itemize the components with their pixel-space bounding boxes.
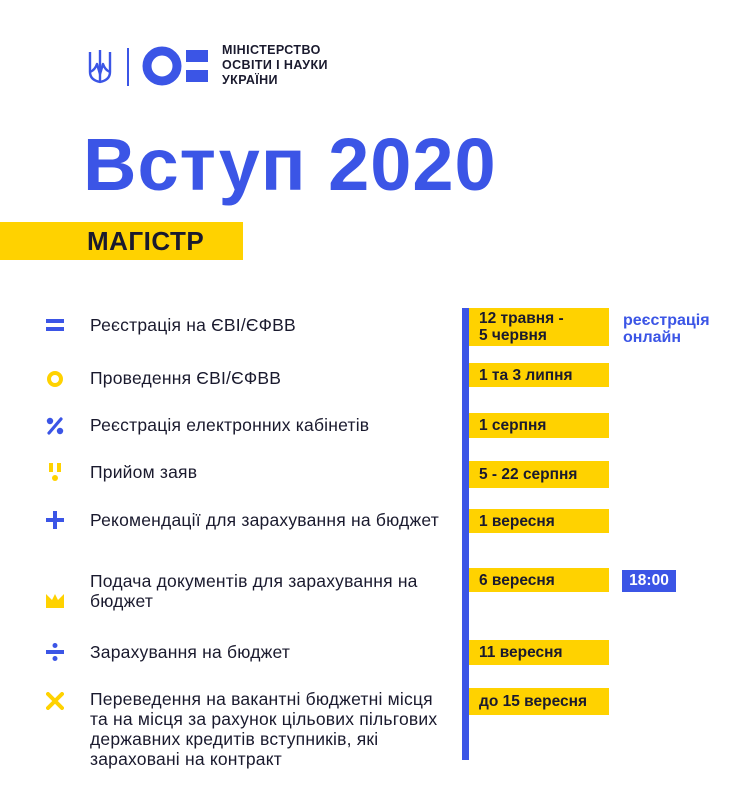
timeline-date: 1 серпня <box>469 413 609 438</box>
timeline-label: Зарахування на бюджет <box>90 642 291 662</box>
registration-note: реєстрація онлайн <box>623 312 710 346</box>
divide-icon <box>46 643 64 661</box>
percent-icon <box>46 417 64 435</box>
ministry-name <box>222 43 342 88</box>
degree-badge: МАГІСТР <box>87 226 205 256</box>
timeline-label: Рекомендації для зарахування на бюджет <box>90 510 439 530</box>
ring-icon <box>46 370 64 388</box>
equals-icon <box>46 316 64 334</box>
ministry-line: МІНІСТЕРСТВО <box>222 43 321 57</box>
timeline-date: до 15 вересня <box>469 688 609 715</box>
timeline-date: 1 вересня <box>469 509 609 533</box>
timeline-line <box>462 308 469 760</box>
timeline-label: Подача документів для зарахування на бюджет <box>90 571 418 611</box>
crown-icon <box>46 592 64 610</box>
timeline-date: 12 травня - 5 червня <box>469 308 609 346</box>
timeline-date: 5 - 22 серпня <box>469 461 609 488</box>
logo-divider <box>127 48 129 86</box>
mon-logo-icon <box>142 45 212 87</box>
page-title: Вступ 2020 <box>83 123 497 206</box>
timeline-label: Прийом заяв <box>90 462 198 482</box>
ministry-line: УКРАЇНИ <box>222 73 278 87</box>
timeline-label: Проведення ЄВІ/ЄФВВ <box>90 368 282 388</box>
timeline-label: Реєстрація на ЄВІ/ЄФВВ <box>90 315 296 335</box>
timeline-date: 11 вересня <box>469 640 609 665</box>
timeline-label: Реєстрація електронних кабінетів <box>90 415 370 435</box>
timeline-label: Переведення на вакантні бюджетні місця та на місця за рахунок цільових пільгових державних кредитів вступників, які зараховані на контракт <box>90 689 438 769</box>
timeline-date: 6 вересня <box>469 568 609 592</box>
deadline-time-badge: 18:00 <box>622 570 676 592</box>
timeline-date: 1 та 3 липня <box>469 363 609 387</box>
plus-icon <box>46 511 64 529</box>
ministry-line: ОСВІТИ І НАУКИ <box>222 58 328 72</box>
trident-icon <box>86 48 114 86</box>
exclamation-pair-icon <box>46 463 64 481</box>
cross-icon <box>46 692 64 710</box>
